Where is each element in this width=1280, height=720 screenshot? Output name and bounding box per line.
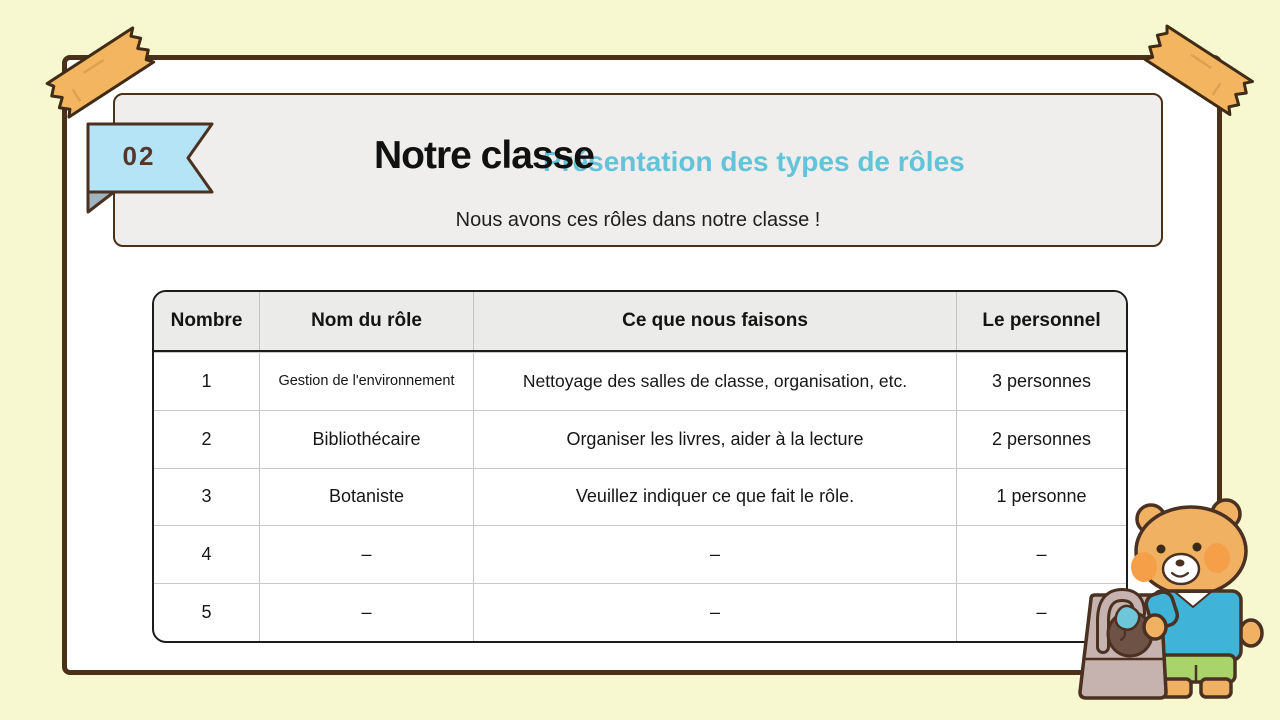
section-number-badge bbox=[82, 116, 218, 216]
bear-illustration bbox=[1073, 487, 1265, 705]
cell-description: Nettoyage des salles de classe, organisation, etc. bbox=[473, 353, 956, 410]
cell-description: Veuillez indiquer ce que fait le rôle. bbox=[473, 469, 956, 526]
cell-description: Organiser les livres, aider à la lecture bbox=[473, 411, 956, 468]
section-number: 02 bbox=[122, 141, 156, 171]
slide-subtitle: Nous avons ces rôles dans notre classe ! bbox=[455, 209, 821, 231]
cell-role-name: – bbox=[259, 526, 473, 583]
cell-role-name: – bbox=[259, 584, 473, 641]
cell-number: 5 bbox=[201, 602, 212, 623]
table-row bbox=[154, 525, 1126, 583]
cell-number: 2 bbox=[201, 428, 212, 449]
cell-role-name: Botaniste bbox=[259, 469, 473, 526]
cell-staff: – bbox=[956, 526, 1126, 583]
cell-staff: 1 personne bbox=[956, 469, 1126, 526]
cell-staff: – bbox=[956, 584, 1126, 641]
table-row bbox=[154, 352, 1126, 410]
cell-description: – bbox=[473, 584, 956, 641]
cell-staff: 3 personnes bbox=[956, 353, 1126, 410]
column-header-nombre: Nombre bbox=[170, 310, 243, 331]
section-subtitle-overlay: Présentation des types de rôles bbox=[543, 146, 965, 177]
table-row bbox=[154, 410, 1126, 468]
cell-number: 1 bbox=[201, 370, 212, 391]
cell-description: – bbox=[473, 526, 956, 583]
cell-role-name: Gestion de l'environnement bbox=[259, 353, 473, 410]
column-header-ce-que-nous-faisons: Ce que nous faisons bbox=[473, 292, 956, 350]
cell-role-name: Bibliothécaire bbox=[259, 411, 473, 468]
roles-table bbox=[152, 290, 1128, 643]
cell-number: 3 bbox=[201, 486, 212, 507]
column-header-le-personnel: Le personnel bbox=[956, 292, 1126, 350]
table-header-row bbox=[154, 292, 1126, 352]
cell-staff: 2 personnes bbox=[956, 411, 1126, 468]
page-title: Notre classe bbox=[374, 134, 594, 177]
table-row bbox=[154, 583, 1126, 641]
column-header-nom-du-role: Nom du rôle bbox=[259, 292, 473, 350]
cell-number: 4 bbox=[201, 544, 212, 565]
table-row bbox=[154, 468, 1126, 526]
